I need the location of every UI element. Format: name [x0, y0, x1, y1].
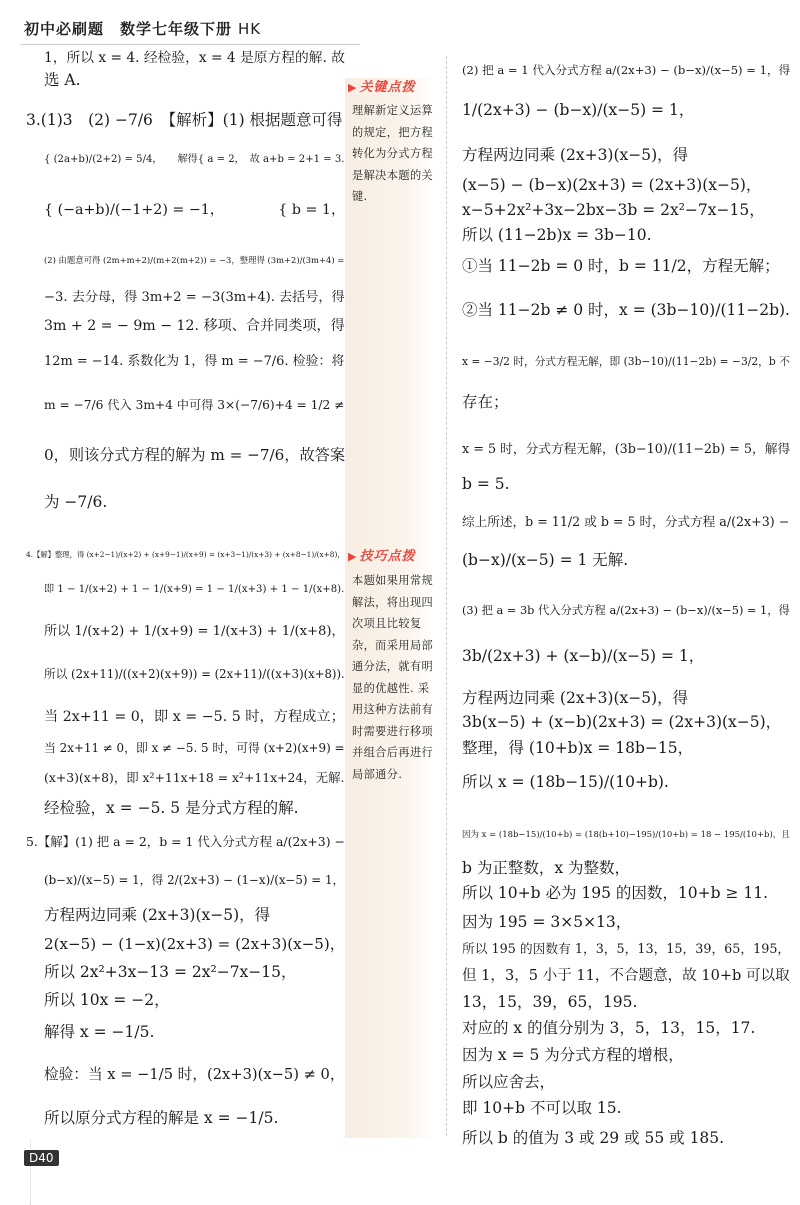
page-header [24, 18, 261, 39]
right-text-line: x−5+2x²+3x−2bx−3b = 2x²−7x−15， [462, 201, 765, 219]
left-text-line: 5.【解】(1) 把 a = 2，b = 1 代入分式方程 a/(2x+3) − [26, 834, 345, 849]
left-text-line: (x+3)(x+8)，即 x²+11x+18 = x²+11x+24，无解. [44, 770, 345, 785]
left-text-line: 所以 10x = −2， [44, 991, 170, 1009]
right-text-line: 所以 195 的因数有 1，3，5，13，15，39，65，195， [462, 942, 791, 957]
note-title-key: ▶ 关键点拨 [348, 80, 416, 95]
edition-label: HK [238, 20, 262, 38]
note-title-tip: ▶ 技巧点拨 [348, 549, 416, 564]
arrow-icon: ▶ [348, 81, 358, 94]
right-text-line: 所以应舍去， [462, 1073, 556, 1091]
arrow-icon: ▶ [348, 550, 358, 563]
left-text-line: { (2a+b)/(2+2) = 5/4， 解得{ a = 2， 故 a+b = 2+1 = 3. [44, 154, 345, 165]
left-text-line: 3.(1)3 (2) −7/6 【解析】(1) 根据题意可得 [26, 111, 343, 129]
column-divider [446, 56, 447, 1136]
right-text-line: 所以 10+b 必为 195 的因数，10+b ≥ 11. [462, 884, 769, 902]
left-text-line: 2(x−5) − (1−x)(2x+3) = (2x+3)(x−5)， [44, 935, 345, 953]
note-tip-text: 本题如果用常规解法，将出现四次项且比较复杂，而采用局部通分法，就有明显的优越性. 采用这种方法前有时需要进行移项并组合后再进行局部通分. [352, 574, 434, 781]
right-text-line: 所以 x = (18b−15)/(10+b). [462, 773, 669, 791]
left-text-line: 方程两边同乘 (2x+3)(x−5)，得 [44, 906, 271, 924]
right-text-line: b = 5. [462, 475, 510, 493]
right-text-line: 因为 x = 5 为分式方程的增根， [462, 1046, 684, 1064]
left-text-line: m = −7/6 代入 3m+4 中可得 3×(−7/6)+4 = 1/2 ≠ [44, 398, 345, 412]
left-text-line: 所以 2x²+3x−13 = 2x²−7x−15， [44, 963, 297, 981]
left-text-line: (2) 由题意可得 (2m+m+2)/(m+2(m+2)) = −3，整理得 (3m+2)/(3m+4) = [44, 255, 345, 265]
left-text-line: 选 A. [44, 71, 81, 89]
right-text-line: 综上所述，b = 11/2 或 b = 5 时，分式方程 a/(2x+3) − [462, 514, 790, 529]
left-text-line: 3m + 2 = − 9m − 12. 移项、合并同类项，得 [44, 318, 345, 334]
book-title: 初中必刷题 数学七年级下册 [24, 20, 233, 38]
right-text-line: 方程两边同乘 (2x+3)(x−5)，得 [462, 146, 689, 164]
left-text-line: 1，所以 x = 4. 经检验，x = 4 是原方程的解. 故 [44, 50, 346, 66]
note-key-text: 理解新定义运算的规定，把方程转化为分式方程是解决本题的关键. [352, 104, 434, 203]
left-text-line: 所以 (2x+11)/((x+2)(x+9)) = (2x+11)/((x+3)(x+8)). [44, 667, 345, 681]
left-text-line: 所以 1/(x+2) + 1/(x+9) = 1/(x+3) + 1/(x+8)， [44, 624, 345, 639]
left-text-line: 为 −7/6. [44, 493, 108, 511]
left-text-line: { (−a+b)/(−1+2) = −1， { b = 1， [44, 202, 346, 218]
left-text-line: 所以原分式方程的解是 x = −1/5. [44, 1109, 279, 1127]
left-text-line: 0，则该分式方程的解为 m = −7/6，故答案 [44, 446, 346, 464]
right-text-line: (3) 把 a = 3b 代入分式方程 a/(2x+3) − (b−x)/(x−5) = 1，得 [462, 603, 790, 617]
left-text-line: 4.【解】整理，得 (x+2−1)/(x+2) + (x+9−1)/(x+9) = (x+3−1)/(x+3) + (x+8−1)/(x+8)， [26, 550, 345, 559]
right-text-line: x = −3/2 时，分式方程无解，即 (3b−10)/(11−2b) = −3/2，b 不 [462, 355, 790, 368]
right-text-line: (2) 把 a = 1 代入分式方程 a/(2x+3) − (b−x)/(x−5) = 1，得 [462, 63, 791, 77]
right-text-line: 但 1，3，5 小于 11，不合题意，故 10+b 可以取 [462, 967, 790, 984]
right-text-line: x = 5 时，分式方程无解，(3b−10)/(11−2b) = 5，解得 [462, 442, 791, 457]
right-text-line: 3b/(2x+3) + (x−b)/(x−5) = 1， [462, 647, 705, 665]
right-text-line: 存在； [462, 393, 509, 411]
right-text-line: 因为 195 = 3×5×13， [462, 913, 632, 931]
right-text-line: (b−x)/(x−5) = 1 无解. [462, 551, 629, 569]
left-text-line: 当 2x+11 ≠ 0，即 x ≠ −5. 5 时，可得 (x+2)(x+9) = [44, 741, 345, 755]
left-text-line: 解得 x = −1/5. [44, 1023, 155, 1041]
right-text-line: 13，15，39，65，195. [462, 993, 638, 1011]
left-text-line: −3. 去分母，得 3m+2 = −3(3m+4). 去括号，得 [44, 290, 345, 305]
left-text-line: 经检验，x = −5. 5 是分式方程的解. [44, 799, 299, 817]
right-text-line: ①当 11−2b = 0 时，b = 11/2，方程无解； [462, 257, 780, 275]
right-text-line: 因为 x = (18b−15)/(10+b) = (18(b+10)−195)/(10+b) = 18 − 195/(10+b)，且 [462, 829, 790, 839]
left-text-line: (b−x)/(x−5) = 1，得 2/(2x+3) − (1−x)/(x−5) = 1， [44, 873, 345, 887]
right-text-line: 对应的 x 的值分别为 3，5，13，15，17. [462, 1019, 756, 1037]
right-text-line: 方程两边同乘 (2x+3)(x−5)，得 [462, 689, 689, 707]
right-text-line: ②当 11−2b ≠ 0 时，x = (3b−10)/(11−2b). [462, 301, 790, 319]
header-divider [20, 44, 360, 45]
left-text-line: 12m = −14. 系数化为 1，得 m = −7/6. 检验：将 [44, 354, 345, 369]
left-text-line: 当 2x+11 = 0，即 x = −5. 5 时，方程成立； [44, 709, 345, 725]
right-text-line: (x−5) − (b−x)(2x+3) = (2x+3)(x−5)， [462, 176, 762, 194]
right-text-line: 所以 b 的值为 3 或 29 或 55 或 185. [462, 1129, 725, 1147]
left-text-line: 即 1 − 1/(x+2) + 1 − 1/(x+9) = 1 − 1/(x+3) + 1 − 1/(x+8). [44, 584, 345, 595]
right-text-line: b 为正整数，x 为整数， [462, 859, 631, 877]
page-number: D40 [24, 1150, 59, 1166]
left-text-line: 检验：当 x = −1/5 时，(2x+3)(x−5) ≠ 0， [44, 1066, 345, 1083]
right-text-line: 所以 (11−2b)x = 3b−10. [462, 226, 652, 244]
right-text-line: 3b(x−5) + (x−b)(2x+3) = (2x+3)(x−5)， [462, 713, 782, 731]
right-text-line: 整理，得 (10+b)x = 18b−15， [462, 739, 694, 757]
right-text-line: 即 10+b 不可以取 15. [462, 1099, 622, 1117]
right-text-line: 1/(2x+3) − (b−x)/(x−5) = 1， [462, 101, 695, 119]
